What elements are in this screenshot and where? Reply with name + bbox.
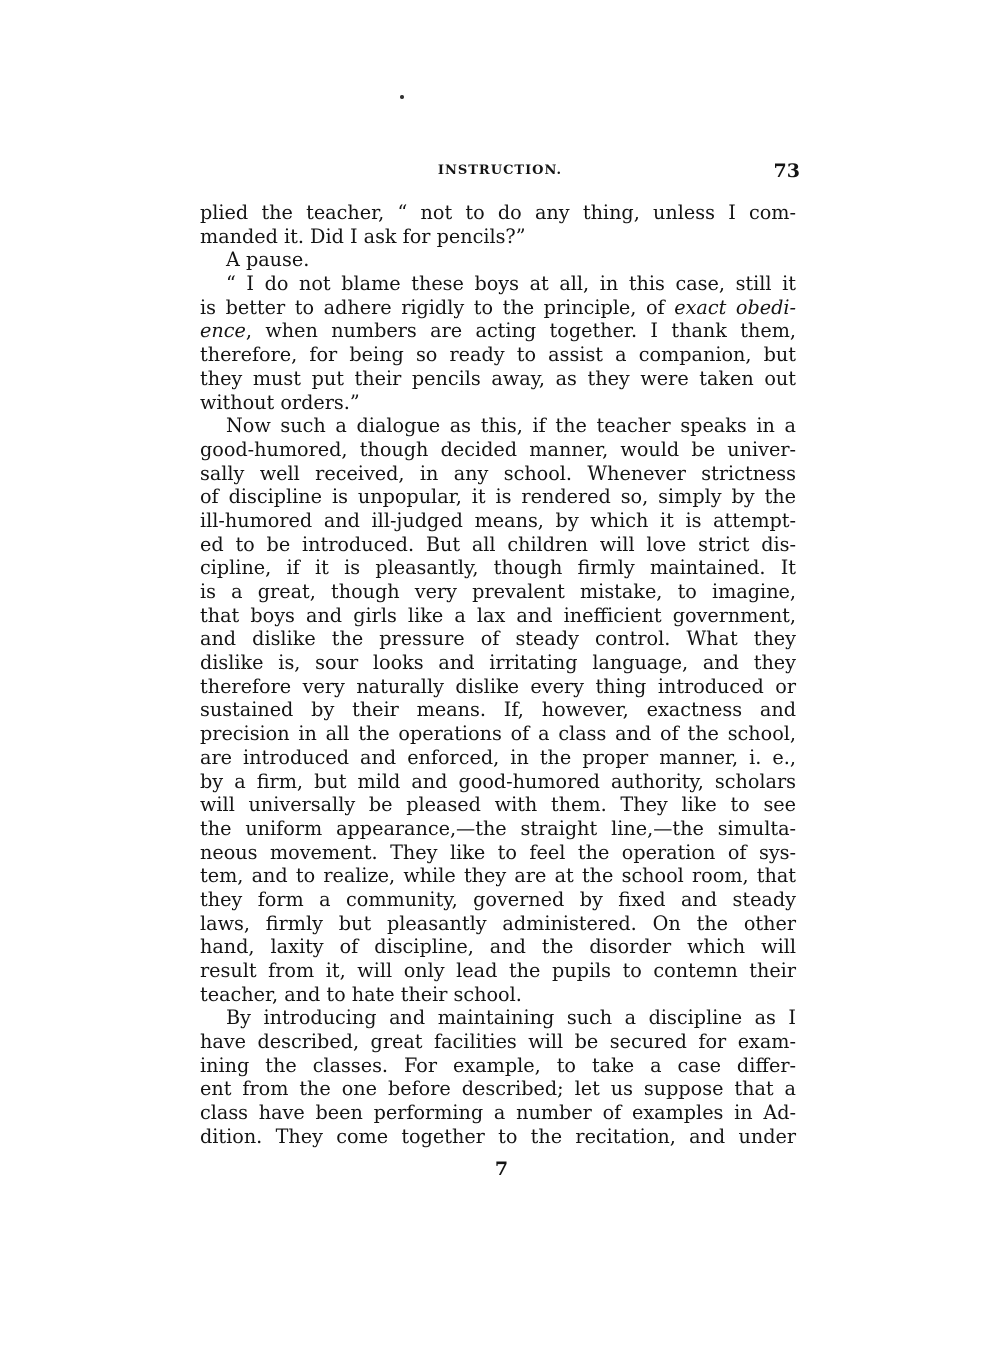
text-line: ill-humored and ill-judged means, by which it is attempt- <box>200 508 796 532</box>
body-text <box>200 201 796 1149</box>
text-line: is a great, though very prevalent mistake, to imagine, <box>200 580 796 603</box>
text-line: dition. They come together to the recitation, and under <box>200 1124 796 1148</box>
emphasis-text: exact obedi- <box>674 295 796 319</box>
text-line: therefore very naturally dislike every thing introduced or <box>200 674 796 698</box>
text-line: ining the classes. For example, to take a case differ- <box>200 1053 796 1077</box>
text-line: and dislike the pressure of steady control. What they <box>200 627 796 651</box>
text-line: good-humored, though decided manner, would be univer- <box>200 437 796 461</box>
text-line: are introduced and enforced, in the proper manner, i. e., <box>200 745 796 769</box>
text-line: by a firm, but mild and good-humored authority, scholars <box>200 769 796 793</box>
text-line: class have been performing a number of examples in Ad- <box>200 1101 796 1125</box>
text-line: teacher, and to hate their school. <box>200 982 522 1006</box>
text-line: of discipline is unpopular, it is rendered so, simply by the <box>200 485 796 509</box>
text-line: ence, when numbers are acting together. I thank them, <box>200 319 796 343</box>
text-line: cipline, if it is pleasantly, though firmly maintained. It <box>200 556 796 580</box>
text-line: without orders.” <box>200 390 360 414</box>
text-line: precision in all the operations of a class and of the school, <box>200 722 796 746</box>
text-line: will universally be pleased with them. They like to see <box>200 793 796 817</box>
text-line: “ I do not blame these boys at all, in this case, still it <box>226 272 796 296</box>
signature-mark: 7 <box>494 1158 509 1180</box>
text-line: that boys and girls like a lax and inefficient government, <box>200 603 796 627</box>
page-number: 73 <box>773 160 800 182</box>
text-line: the uniform appearance,—the straight line,—the simulta- <box>200 816 796 840</box>
ink-speck <box>400 95 404 99</box>
emphasis-text: ence <box>200 319 246 343</box>
text-line: therefore, for being so ready to assist a companion, but <box>200 343 796 367</box>
text-line: ent from the one before described; let us suppose that a <box>200 1077 796 1101</box>
text-line: A pause. <box>226 248 310 272</box>
text-line: plied the teacher, “ not to do any thing, unless I com- <box>200 201 796 224</box>
page-header <box>200 160 800 184</box>
text-line: they must put their pencils away, as they were taken out <box>200 366 796 390</box>
text-line: neous movement. They like to feel the operation of sys- <box>200 840 796 864</box>
running-head: INSTRUCTION. <box>437 163 563 178</box>
text-line: dislike is, sour looks and irritating language, and they <box>200 651 796 675</box>
text-line: Now such a dialogue as this, if the teacher speaks in a <box>226 414 796 438</box>
text-line: result from it, will only lead the pupils to contemn their <box>200 959 796 982</box>
text-line: laws, firmly but pleasantly administered. On the other <box>200 911 796 935</box>
text-line: sustained by their means. If, however, exactness and <box>200 698 796 722</box>
text-line: sally well received, in any school. Whenever strictness <box>200 461 796 485</box>
text-line: they form a community, governed by fixed and steady <box>200 887 796 911</box>
text-line: is better to adhere rigidly to the principle, of exact obedi- <box>200 295 796 319</box>
text-line: hand, laxity of discipline, and the disorder which will <box>200 935 796 959</box>
text-line: have described, great facilities will be secured for exam- <box>200 1030 796 1054</box>
text-line: tem, and to realize, while they are at the school room, that <box>200 864 796 888</box>
text-line: manded it. Did I ask for pencils?” <box>200 224 526 248</box>
text-line: By introducing and maintaining such a discipline as I <box>226 1006 796 1030</box>
text-line: ed to be introduced. But all children will love strict dis- <box>200 532 796 556</box>
